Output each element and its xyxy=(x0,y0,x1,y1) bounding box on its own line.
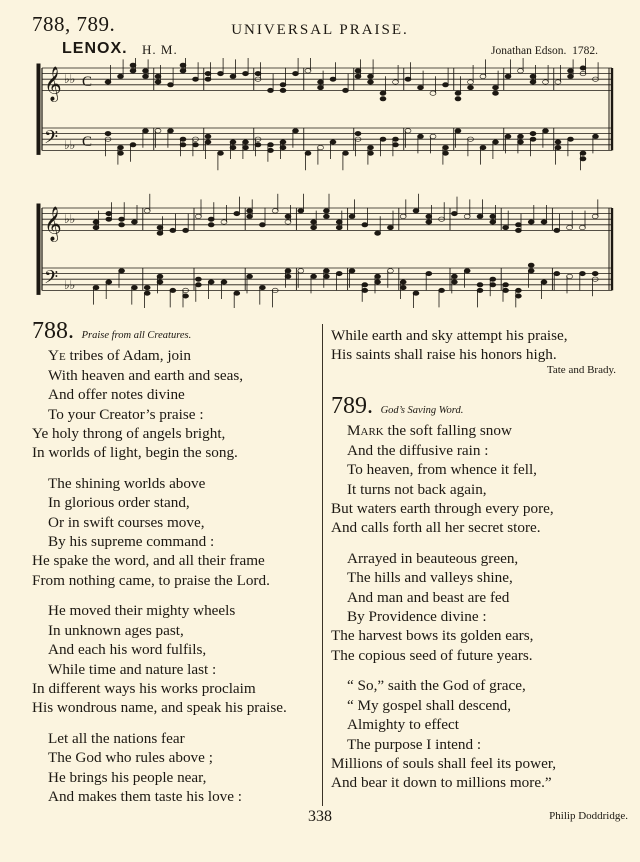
hymn-788-subtitle: Praise from all Creatures. xyxy=(81,330,192,341)
note-head xyxy=(280,83,286,87)
verse-line: In different ways his works proclaim xyxy=(32,679,256,697)
note-head xyxy=(106,280,112,284)
note-head xyxy=(311,225,317,229)
note-head xyxy=(157,231,163,235)
verse-line xyxy=(32,346,322,365)
note-head xyxy=(285,269,291,273)
note-head xyxy=(268,143,274,147)
verse-line: While earth and sky attempt his praise, xyxy=(331,327,568,344)
note-head xyxy=(405,77,411,81)
verse-line: And each his word fulfils, xyxy=(48,641,207,659)
page-number: 338 xyxy=(308,808,332,825)
note-head xyxy=(380,97,386,101)
composer-name: Jonathan Edson. xyxy=(491,45,567,57)
note-head xyxy=(119,217,125,221)
note-head xyxy=(343,88,349,92)
note-head xyxy=(259,223,265,227)
note-head xyxy=(323,209,329,213)
column-divider xyxy=(322,324,323,806)
note-head xyxy=(380,91,386,95)
note-head xyxy=(205,140,211,144)
note-head xyxy=(375,274,381,278)
note-head xyxy=(554,228,560,232)
note-head xyxy=(221,280,227,284)
note-head xyxy=(157,274,163,278)
note-head xyxy=(477,283,483,287)
note-head xyxy=(362,288,368,292)
note-head xyxy=(131,220,137,224)
note-head xyxy=(503,225,509,229)
note-head xyxy=(218,151,224,155)
treble-clef-icon: 𝄞 xyxy=(44,206,62,242)
note-head xyxy=(567,274,573,278)
note-head xyxy=(554,271,560,275)
verse-line: The God who rules above ; xyxy=(48,749,213,767)
note-head xyxy=(183,294,189,298)
note-head xyxy=(477,214,483,218)
first-line-rest: the soft falling snow xyxy=(383,422,512,440)
note-head xyxy=(243,71,249,75)
note-head xyxy=(234,211,240,215)
note-head xyxy=(400,285,406,289)
note-head xyxy=(195,277,201,281)
note-head xyxy=(464,269,470,273)
note-head xyxy=(311,220,317,224)
verse-line: “ So,” saith the God of grace, xyxy=(347,677,526,695)
note-head xyxy=(247,214,253,218)
verse-line: Almighty to effect xyxy=(347,716,459,734)
note-head xyxy=(493,140,499,144)
note-head xyxy=(234,291,240,295)
note-head xyxy=(298,269,304,273)
note-head xyxy=(375,231,381,235)
verse-line: And man and beast are fed xyxy=(347,588,510,606)
music-score xyxy=(0,58,640,308)
note-head xyxy=(168,129,174,133)
note-head xyxy=(426,214,432,218)
note-head xyxy=(93,220,99,224)
note-head xyxy=(518,134,524,138)
note-head xyxy=(393,143,399,147)
note-head xyxy=(355,131,361,135)
note-head xyxy=(343,151,349,155)
treble-clef-icon: 𝄞 xyxy=(44,66,62,102)
note-head xyxy=(579,225,585,229)
note-head xyxy=(323,214,329,218)
verse-line: The harvest bows its golden ears, xyxy=(331,627,534,645)
note-head xyxy=(413,209,419,213)
note-head xyxy=(430,134,436,138)
note-head xyxy=(426,220,432,224)
note-head xyxy=(106,211,112,215)
note-head xyxy=(105,131,111,135)
note-head xyxy=(439,288,445,292)
note-head xyxy=(580,157,586,161)
note-head xyxy=(318,85,324,89)
note-head xyxy=(505,134,511,138)
verse-line: The copious seed of future years. xyxy=(331,646,533,664)
verse-line: With heaven and earth and seas, xyxy=(48,366,244,384)
note-head xyxy=(285,274,291,278)
note-head xyxy=(518,69,524,73)
note-head xyxy=(368,145,374,149)
note-head xyxy=(144,285,150,289)
hymn-789-stanza-3 xyxy=(331,676,631,792)
verse-line: And bear it down to millions more.” xyxy=(331,774,552,792)
flat-sign-icon: ♭♭ xyxy=(64,277,76,292)
note-head xyxy=(208,223,214,227)
note-head xyxy=(455,129,461,133)
note-head xyxy=(280,88,286,92)
verse-line: Or in swift courses move, xyxy=(48,513,205,531)
verse-line: And offer notes divine xyxy=(48,386,185,404)
note-head xyxy=(157,225,163,229)
note-head xyxy=(205,77,211,81)
hymn-789-attribution: Philip Doddridge. xyxy=(549,810,628,822)
note-head xyxy=(247,209,253,213)
note-head xyxy=(418,85,424,89)
note-head xyxy=(336,271,342,275)
verse-line: And calls forth all her secret store. xyxy=(331,519,541,537)
note-head xyxy=(298,209,304,213)
note-head xyxy=(515,223,521,227)
note-head xyxy=(368,151,374,155)
note-head xyxy=(143,74,149,78)
bass-clef-icon: 𝄢 xyxy=(44,267,59,293)
note-head xyxy=(130,143,136,147)
note-head xyxy=(106,217,112,221)
verse-line: The hills and valleys shine, xyxy=(347,569,513,587)
note-head xyxy=(490,277,496,281)
verse-line: His saints shall raise his honors high. xyxy=(331,346,557,364)
note-head xyxy=(272,209,278,213)
note-head xyxy=(567,225,573,229)
verse-line: And makes them taste his love : xyxy=(48,787,243,805)
note-head xyxy=(375,280,381,284)
verse-line: To heaven, from whence it fell, xyxy=(347,461,537,479)
note-head xyxy=(285,220,291,224)
time-signature: C xyxy=(82,73,93,90)
note-head xyxy=(93,285,99,289)
note-head xyxy=(592,271,598,275)
note-head xyxy=(368,74,374,78)
note-head xyxy=(293,129,299,133)
note-head xyxy=(311,274,317,278)
note-head xyxy=(280,140,286,144)
system-brace xyxy=(37,204,40,294)
note-head xyxy=(528,263,534,267)
note-head xyxy=(255,71,261,75)
verse-line: Let all the nations fear xyxy=(48,729,185,747)
note-head xyxy=(580,151,586,155)
note-head xyxy=(451,274,457,278)
note-head xyxy=(118,74,124,78)
composer-year: 1782. xyxy=(572,45,599,57)
verse-line: In worlds of light, begin the song. xyxy=(32,444,238,462)
note-head xyxy=(451,211,457,215)
note-head xyxy=(259,285,265,289)
hymn-numbers: 788, 789. xyxy=(32,12,116,36)
verse-line: Ye holy throng of angels bright, xyxy=(32,425,226,443)
note-head xyxy=(380,137,386,141)
note-head xyxy=(477,288,483,292)
note-head xyxy=(515,228,521,232)
note-head xyxy=(330,140,336,144)
system-brace xyxy=(37,64,40,154)
note-head xyxy=(430,91,436,95)
hymn-788-stanza-4 xyxy=(32,729,322,807)
note-head xyxy=(323,274,329,278)
verse-line: By Providence divine : xyxy=(347,608,487,626)
note-head xyxy=(195,283,201,287)
note-head xyxy=(131,285,137,289)
note-head xyxy=(362,223,368,227)
note-head xyxy=(336,220,342,224)
hymn-788-stanza-1 xyxy=(32,346,322,462)
note-head xyxy=(143,69,149,73)
hymn-789-number: 789. xyxy=(331,393,373,419)
note-head xyxy=(143,129,149,133)
note-head xyxy=(413,291,419,295)
note-head xyxy=(480,74,486,78)
note-head xyxy=(195,214,201,218)
note-head xyxy=(468,85,474,89)
verse-line: The purpose I intend : xyxy=(347,735,482,753)
note-head xyxy=(418,134,424,138)
note-head xyxy=(180,69,186,73)
note-head xyxy=(230,145,236,149)
verse-line: Arrayed in beauteous green, xyxy=(347,549,519,567)
note-head xyxy=(230,140,236,144)
note-head xyxy=(280,145,286,149)
note-head xyxy=(393,137,399,141)
hymn-788-attribution: Tate and Brady. xyxy=(546,364,616,376)
note-head xyxy=(555,145,561,149)
verse-line: In glorious order stand, xyxy=(48,494,190,512)
hymn-788-stanza-3 xyxy=(32,601,322,717)
note-head xyxy=(268,148,274,152)
verse-line: His wondrous name, and speak his praise. xyxy=(32,699,287,717)
note-head xyxy=(318,80,324,84)
note-head xyxy=(285,214,291,218)
note-head xyxy=(541,280,547,284)
note-head xyxy=(323,269,329,273)
note-head xyxy=(362,283,368,287)
first-word: Ye xyxy=(48,347,66,365)
note-head xyxy=(330,77,336,81)
note-head xyxy=(493,91,499,95)
note-head xyxy=(230,74,236,78)
hymn-788-stanza-2 xyxy=(32,474,322,590)
verse-line: And the diffusive rain : xyxy=(347,441,489,459)
note-head xyxy=(393,80,399,84)
note-head xyxy=(221,220,227,224)
note-head xyxy=(528,269,534,273)
note-head xyxy=(205,134,211,138)
note-head xyxy=(170,288,176,292)
note-head xyxy=(183,228,189,232)
note-head xyxy=(130,69,136,73)
note-head xyxy=(155,80,161,84)
hymn-788-number: 788. xyxy=(32,318,74,344)
note-head xyxy=(580,66,586,70)
note-head xyxy=(387,269,393,273)
composer xyxy=(491,45,598,57)
note-head xyxy=(144,209,150,213)
note-head xyxy=(555,140,561,144)
hymn-789-stanza-2 xyxy=(331,549,631,665)
note-head xyxy=(530,131,536,135)
note-head xyxy=(193,77,199,81)
note-head xyxy=(543,129,549,133)
flat-sign-icon: ♭♭ xyxy=(64,72,76,87)
note-head xyxy=(464,214,470,218)
first-word: Mark xyxy=(347,422,384,440)
note-head xyxy=(515,288,521,292)
note-head xyxy=(130,63,136,67)
time-signature: C xyxy=(82,133,93,150)
note-head xyxy=(247,274,253,278)
note-head xyxy=(493,85,499,89)
verse-line: Millions of souls shall feel its power, xyxy=(331,754,557,772)
hymn-789 xyxy=(331,393,631,804)
note-head xyxy=(503,288,509,292)
note-head xyxy=(490,283,496,287)
note-head xyxy=(505,74,511,78)
note-head xyxy=(528,220,534,224)
note-head xyxy=(355,74,361,78)
note-head xyxy=(541,220,547,224)
note-head xyxy=(443,145,449,149)
note-head xyxy=(443,151,449,155)
note-head xyxy=(443,83,449,87)
verse-line: “ My gospel shall descend, xyxy=(347,696,512,714)
note-head xyxy=(530,137,536,141)
verse-line: But waters earth through every pore, xyxy=(331,500,554,518)
note-head xyxy=(400,214,406,218)
note-head xyxy=(218,71,224,75)
flat-sign-icon: ♭♭ xyxy=(64,212,76,227)
hymn-788-continued xyxy=(331,326,621,365)
verse-line: He spake the word, and all their frame xyxy=(32,552,265,570)
note-head xyxy=(349,269,355,273)
note-head xyxy=(336,225,342,229)
meter: H. M. xyxy=(142,42,178,57)
note-head xyxy=(368,80,374,84)
note-head xyxy=(305,69,311,73)
note-head xyxy=(518,140,524,144)
note-head xyxy=(480,145,486,149)
note-head xyxy=(180,137,186,141)
note-head xyxy=(157,280,163,284)
hymn-789-stanza-1 xyxy=(331,421,631,537)
note-head xyxy=(349,214,355,218)
verse-line: In unknown ages past, xyxy=(48,621,184,639)
note-head xyxy=(579,271,585,275)
note-head xyxy=(593,134,599,138)
hymn-789-subtitle: God’s Saving Word. xyxy=(380,405,464,416)
note-head xyxy=(93,225,99,229)
verse-line: He brings his people near, xyxy=(48,768,207,786)
note-head xyxy=(305,151,311,155)
note-head xyxy=(168,83,174,87)
note-head xyxy=(243,145,249,149)
note-head xyxy=(568,74,574,78)
note-head xyxy=(208,217,214,221)
note-head xyxy=(268,88,274,92)
verse-line: He moved their mighty wheels xyxy=(48,602,236,620)
note-head xyxy=(118,151,124,155)
note-head xyxy=(170,228,176,232)
note-head xyxy=(318,145,324,149)
note-head xyxy=(180,143,186,147)
verse-line: To your Creator’s praise : xyxy=(48,405,204,423)
note-head xyxy=(155,129,161,133)
note-head xyxy=(255,143,261,147)
note-head xyxy=(503,283,509,287)
verse-line: The shining worlds above xyxy=(48,474,206,492)
note-head xyxy=(451,280,457,284)
note-head xyxy=(455,91,461,95)
note-head xyxy=(530,80,536,84)
note-head xyxy=(568,137,574,141)
note-head xyxy=(592,214,598,218)
tune-name: LENOX. xyxy=(62,40,128,57)
note-head xyxy=(405,129,411,133)
note-head xyxy=(468,80,474,84)
hymn-788 xyxy=(32,318,322,817)
note-head xyxy=(355,69,361,73)
note-head xyxy=(119,269,125,273)
note-head xyxy=(400,280,406,284)
verse-line: While time and nature last : xyxy=(48,660,217,678)
verse-line: From nothing came, to praise the Lord. xyxy=(32,571,270,589)
note-head xyxy=(455,97,461,101)
note-head xyxy=(144,291,150,295)
note-head xyxy=(208,280,214,284)
note-head xyxy=(387,225,393,229)
note-head xyxy=(555,80,561,84)
running-title: UNIVERSAL PRAISE. xyxy=(231,22,409,38)
first-line-rest: tribes of Adam, join xyxy=(65,347,191,365)
note-head xyxy=(568,69,574,73)
note-head xyxy=(243,140,249,144)
note-head xyxy=(205,71,211,75)
flat-sign-icon: ♭♭ xyxy=(64,137,76,152)
note-head xyxy=(155,74,161,78)
verse-line xyxy=(331,421,631,440)
note-head xyxy=(515,294,521,298)
note-head xyxy=(118,145,124,149)
bass-clef-icon: 𝄢 xyxy=(44,127,59,153)
verse-line: It turns not back again, xyxy=(347,480,487,498)
note-head xyxy=(193,143,199,147)
note-head xyxy=(119,223,125,227)
note-head xyxy=(105,80,111,84)
note-head xyxy=(426,271,432,275)
note-head xyxy=(543,80,549,84)
verse-line: By his supreme command : xyxy=(48,533,215,551)
note-head xyxy=(293,71,299,75)
note-head xyxy=(180,63,186,67)
note-head xyxy=(490,220,496,224)
note-head xyxy=(530,74,536,78)
note-head xyxy=(490,214,496,218)
